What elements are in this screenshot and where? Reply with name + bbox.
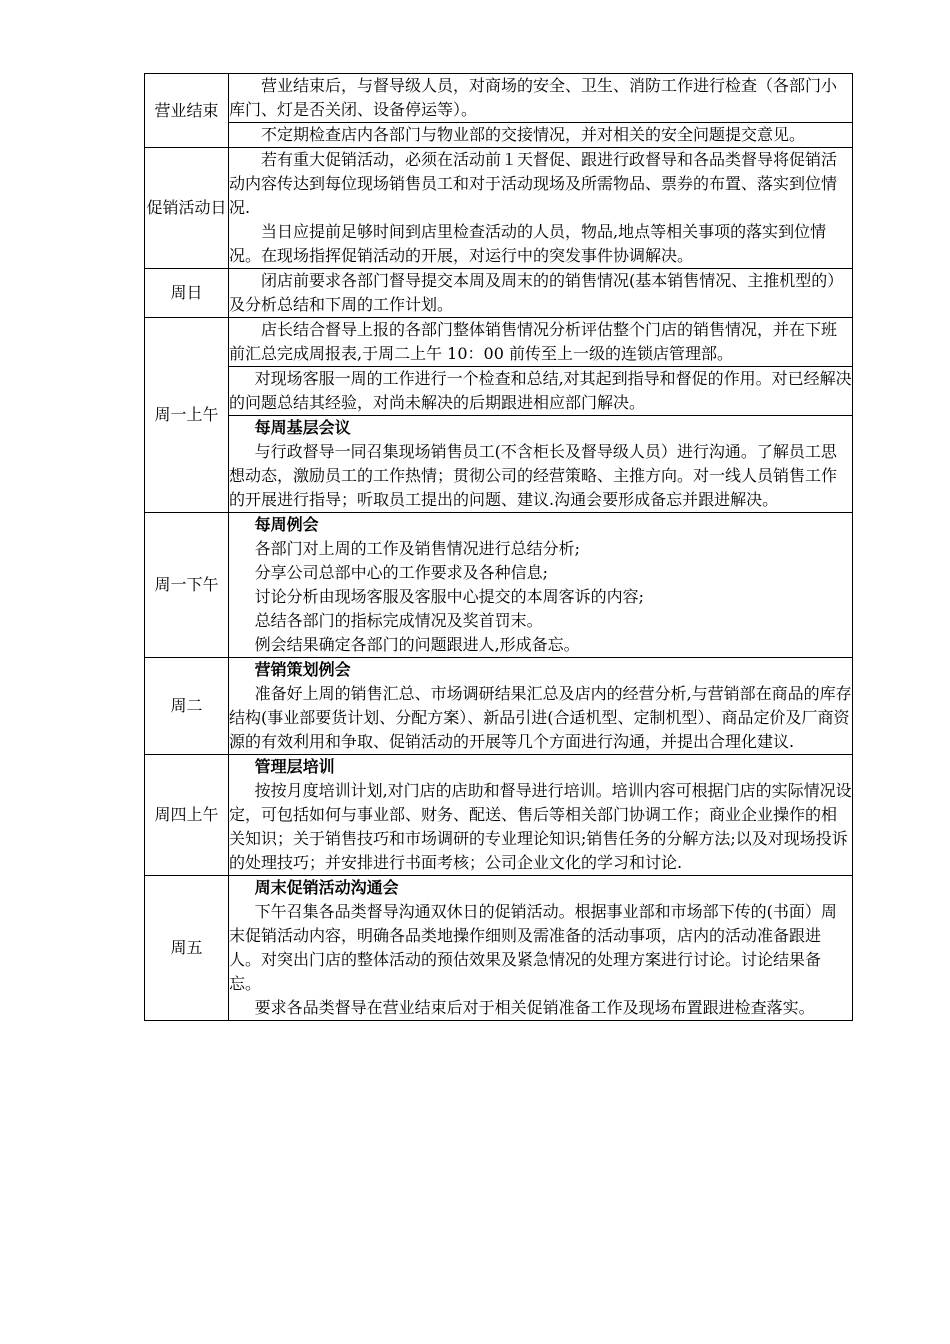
table-row xyxy=(145,148,853,269)
row-label-cell xyxy=(145,74,229,148)
table-row xyxy=(145,513,853,658)
paragraph: 闭店前要求各部门督导提交本周及周末的的销售情况(基本销售情况、主推机型的）及分析总结和下周的工作计划。 xyxy=(229,271,844,314)
list-item: 总结各部门的指标完成情况及奖首罚末。 xyxy=(254,611,543,630)
content-cell xyxy=(229,123,853,148)
list-item: 各部门对上周的工作及销售情况进行总结分析; xyxy=(254,539,580,558)
list-item: 讨论分析由现场客服及客服中心提交的本周客诉的内容; xyxy=(254,587,644,606)
content-cell xyxy=(229,269,853,318)
section-title: 每周基层会议 xyxy=(254,418,351,437)
row-label-cell xyxy=(145,876,229,1021)
content-cell xyxy=(229,148,853,269)
row-label-cell xyxy=(145,755,229,876)
table-row xyxy=(145,658,853,755)
table-row xyxy=(145,416,853,513)
content-cell xyxy=(229,318,853,367)
paragraph: 与行政督导一同召集现场销售员工(不含柜长及督导级人员）进行沟通。了解员工思想动态，激励员工的工作热情；贯彻公司的经营策略、主推方向。对一线人员销售工作的开展进行指导；听取员工提出的问题、建议.沟通会要形成备忘并跟进解决。 xyxy=(229,442,838,509)
paragraph: 准备好上周的销售汇总、市场调研结果汇总及店内的经营分析,与营销部在商品的库存结构(事业部要货计划、分配方案）、新品引进(合适机型、定制机型）、商品定价及厂商资源的有效利用和争取、促销活动的开展等几个方面进行沟通，并提出合理化建议. xyxy=(229,684,852,751)
schedule-body xyxy=(145,74,853,1021)
table-row xyxy=(145,269,853,318)
row-label: 周二 xyxy=(170,696,203,715)
paragraph: 按按月度培训计划,对门店的店助和督导进行培训。培训内容可根据门店的实际情况设定，可包括如何与事业部、财务、配送、售后等相关部门协调工作；商业企业操作的相关知识；关于销售技巧和市场调研的专业理论知识;销售任务的分解方法;以及对现场投诉的处理技巧；并安排进行书面考核；公司企业文化的学习和讨论. xyxy=(229,781,852,872)
row-label-cell xyxy=(145,269,229,318)
list-item: 例会结果确定各部门的问题跟进人,形成备忘。 xyxy=(254,635,580,654)
row-label-cell xyxy=(145,513,229,658)
table-row xyxy=(145,367,853,416)
content-cell xyxy=(229,513,853,658)
row-label-cell xyxy=(145,148,229,269)
section-title: 每周例会 xyxy=(254,515,319,534)
paragraph: 营业结束后，与督导级人员，对商场的安全、卫生、消防工作进行检查（各部门小库门、灯是否关闭、设备停运等）。 xyxy=(229,76,838,119)
paragraph: 若有重大促销活动，必须在活动前１天督促、跟进行政督导和各品类督导将促销活动内容传达到每位现场销售员工和对于活动现场及所需物品、票券的布置、落实到位情况. xyxy=(229,150,838,217)
section-title: 周末促销活动沟通会 xyxy=(254,878,399,897)
table-row xyxy=(145,318,853,367)
content-cell xyxy=(229,74,853,123)
paragraph: 对现场客服一周的工作进行一个检查和总结,对其起到指导和督促的作用。对已经解决的问题总结其经验，对尚未解决的后期跟进相应部门解决。 xyxy=(229,369,852,412)
schedule-table xyxy=(144,73,853,1021)
paragraph: 不定期检查店内各部门与物业部的交接情况，并对相关的安全问题提交意见。 xyxy=(261,125,806,144)
row-label: 周五 xyxy=(170,938,203,957)
row-label: 促销活动日 xyxy=(146,198,227,217)
row-label: 周日 xyxy=(170,283,203,302)
content-cell xyxy=(229,755,853,876)
section-title: 营销策划例会 xyxy=(254,660,351,679)
content-cell xyxy=(229,876,853,1021)
table-row xyxy=(145,123,853,148)
paragraph: 下午召集各品类督导沟通双休日的促销活动。根据事业部和市场部下传的(书面）周末促销活动内容，明确各品类地操作细则及需准备的活动事项，店内的活动准备跟进人。对突出门店的整体活动的预估效果及紧急情况的处理方案进行讨论。讨论结果备忘。 xyxy=(229,902,837,993)
list-item: 分享公司总部中心的工作要求及各种信息; xyxy=(254,563,548,582)
row-label-cell xyxy=(145,658,229,755)
content-cell xyxy=(229,658,853,755)
paragraph: 要求各品类督导在营业结束后对于相关促销准备工作及现场布置跟进检查落实。 xyxy=(254,998,815,1017)
paragraph: 当日应提前足够时间到店里检查活动的人员，物品,地点等相关事项的落实到位情况。在现场指挥促销活动的开展，对运行中的突发事件协调解决。 xyxy=(229,222,827,265)
row-label-cell xyxy=(145,318,229,513)
table-row xyxy=(145,876,853,1021)
row-label: 周一下午 xyxy=(154,575,219,594)
content-cell xyxy=(229,416,853,513)
table-row xyxy=(145,755,853,876)
row-label: 周一上午 xyxy=(154,405,219,424)
content-cell xyxy=(229,367,853,416)
row-label: 营业结束 xyxy=(154,100,219,120)
paragraph: 店长结合督导上报的各部门整体销售情况分析评估整个门店的销售情况，并在下班前汇总完成周报表,于周二上午 10：00 前传至上一级的连锁店管理部。 xyxy=(229,320,838,363)
row-label: 周四上午 xyxy=(154,805,219,824)
section-title: 管理层培训 xyxy=(254,757,335,776)
table-row xyxy=(145,74,853,123)
